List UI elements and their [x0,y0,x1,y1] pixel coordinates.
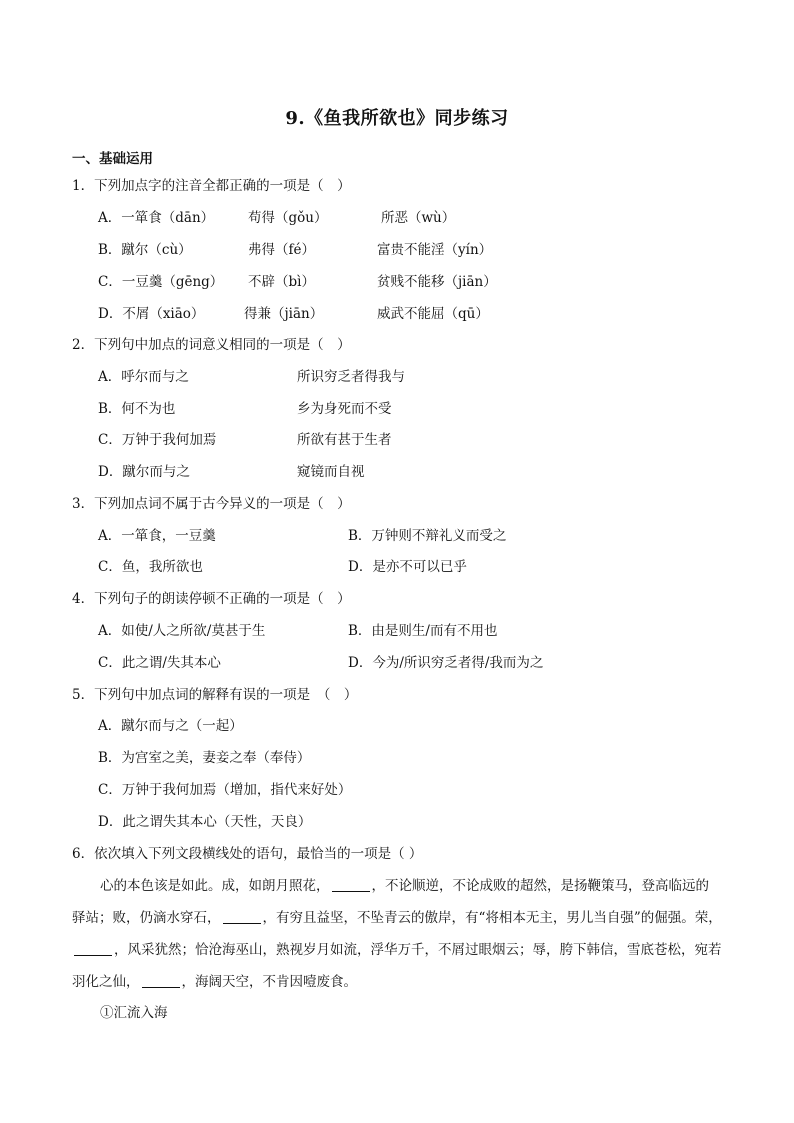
q2-option-c-2: 所欲有甚于生者 [297,432,392,448]
q1-option-d-1: D．不屑（xiāo） [98,306,205,322]
q6-blank-1 [332,879,370,892]
q6-passage-part-4: ，风采犹然；恰沧海巫山，熟视岁月如流，浮华万千，不屑过眼烟云；辱，胯下韩信，雪底苍松，宛若羽化之仙， [72,942,722,990]
q6-passage-part-2: ，不论顺逆，不论成败的超然，是扬鞭策马，登高临远的驿站；败，仍滴水穿石， [72,878,709,926]
q1-option-b-3: 富贵不能淫（yín） [377,242,493,258]
q6-passage-part-3: ，有穷且益坚，不坠青云的傲岸，有“将相本无主，男儿当自强”的倔强。荣， [262,910,722,926]
q1-option-a-1: A．一箪食（dān） [98,210,215,226]
q2-option-b-2: 乡为身死而不受 [297,401,392,417]
q1-option-a-2: 苟得（gǒu） [248,210,328,226]
q2-option-d-2: 窥镜而自视 [297,464,365,480]
q1-option-c-3: 贫贱不能移（jiān） [377,274,497,290]
q6-blank-2 [223,911,261,924]
q4-option-a: A．如使/人之所欲/莫甚于生 [98,623,266,639]
question-1-stem: 1．下列加点字的注音全都正确的一项是（ ） [72,178,351,194]
section-heading-basic: 一、基础运用 [72,151,153,167]
q2-option-a-2: 所识穷乏者得我与 [297,369,405,385]
q6-choice-1: ①汇流入海 [100,1005,168,1021]
q1-option-d-3: 威武不能屈（qū） [377,306,489,322]
q5-option-d: D．此之谓失其本心（天性，天良） [98,814,312,830]
q4-option-c: C．此之谓/失其本心 [98,655,221,671]
q2-option-b-1: B．何不为也 [98,401,176,417]
q1-option-b-1: B．蹴尔（cù） [98,242,192,258]
q3-option-c: C．鱼，我所欲也 [98,559,203,575]
page-title: 9.《鱼我所欲也》同步练习 [285,108,509,129]
q2-option-a-1: A．呼尔而与之 [98,369,189,385]
q3-option-d: D．是亦不可以已乎 [348,559,467,575]
q6-blank-3 [74,943,112,956]
q1-option-a-3: 所恶（wù） [381,210,456,226]
q1-option-c-2: 不辟（bì） [248,274,315,290]
question-2-stem: 2．下列句中加点的词意义相同的一项是（ ） [72,337,351,353]
question-4-stem: 4．下列句子的朗读停顿不正确的一项是（ ） [72,591,351,607]
q2-option-d-1: D．蹴尔而与之 [98,464,190,480]
q6-passage [72,870,722,998]
question-6-stem: 6．依次填入下列文段横线处的语句，最恰当的一项是（ ） [72,846,423,862]
q6-passage-part-1: 心的本色该是如此。成，如朗月照花， [100,878,330,894]
q5-option-c: C．万钟于我何加焉（增加，指代来好处） [98,782,352,798]
q6-blank-4 [142,975,180,988]
question-3-stem: 3．下列加点词不属于古今异义的一项是（ ） [72,496,351,512]
q3-option-b: B．万钟则不辩礼义而受之 [348,528,507,544]
q5-option-b: B．为宫室之美，妻妾之奉（奉侍） [98,750,311,766]
question-5-stem: 5．下列句中加点词的解释有误的一项是 （ ） [72,687,358,703]
q3-option-a: A．一箪食，一豆羹 [98,528,216,544]
q1-option-d-2: 得兼（jiān） [244,306,324,322]
q5-option-a: A．蹴尔而与之（一起） [98,718,243,734]
q1-option-b-2: 弗得（fé） [248,242,315,258]
q4-option-d: D．今为/所识穷乏者得/我而为之 [348,655,544,671]
q1-option-c-1: C．一豆羹（gēng） [98,274,224,290]
q2-option-c-1: C．万钟于我何加焉 [98,432,217,448]
q6-passage-part-5: ，海阔天空，不肯因噎废食。 [181,974,357,990]
q4-option-b: B．由是则生/而有不用也 [348,623,498,639]
